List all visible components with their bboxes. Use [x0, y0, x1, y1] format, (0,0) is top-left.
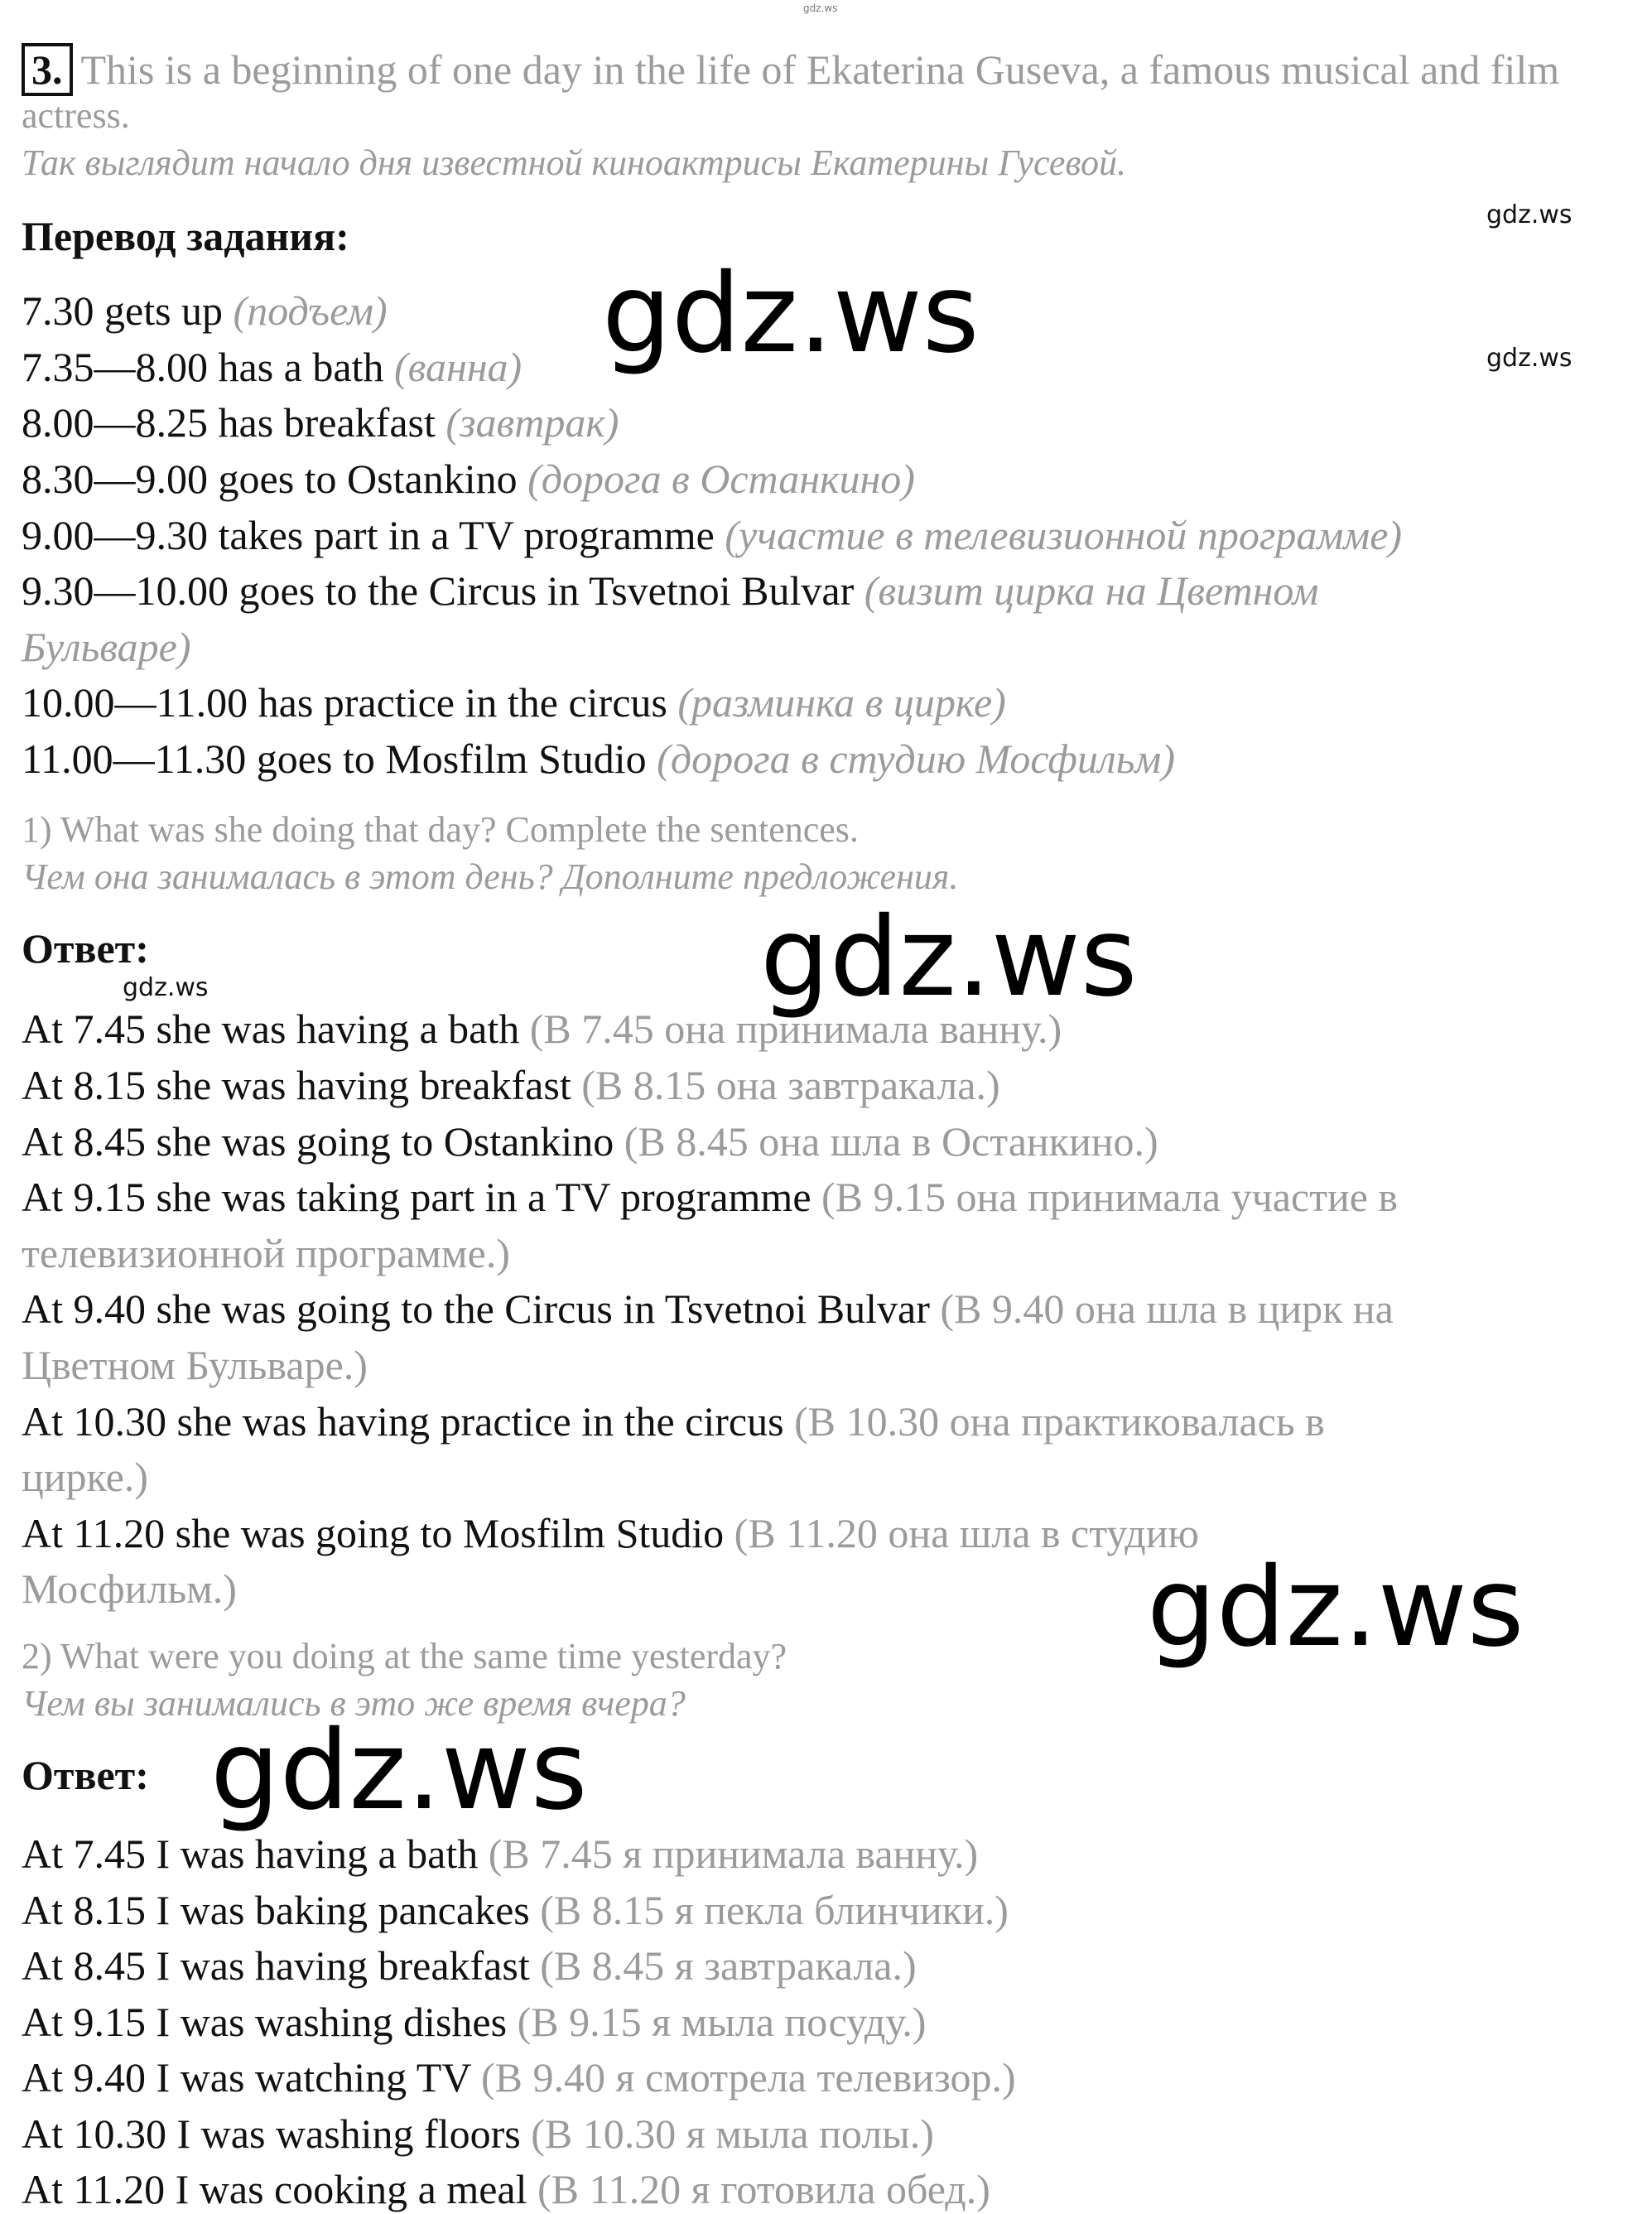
task2-answer: At 8.15 I was baking pancakes (В 8.15 я пекла блинчики.): [22, 1887, 1009, 1933]
schedule-item-cont: Бульваре): [22, 624, 191, 670]
task2-answer: At 9.40 I was watching TV (В 9.40 я смотрела телевизор.): [22, 2054, 1016, 2101]
task1-question-en: 1) What was she doing that day? Complete the sentences.: [22, 809, 859, 850]
task1-answer: At 11.20 she was going to Mosfilm Studio (В 11.20 она шла в студию: [22, 1510, 1199, 1556]
task1-answer: At 9.40 she was going to the Circus in Tsvetnoi Bulvar (В 9.40 она шла в цирк на: [22, 1285, 1394, 1332]
schedule-item: 8.00—8.25 has breakfast (завтрак): [22, 399, 619, 446]
task2-answer: At 8.45 I was having breakfast (В 8.45 я завтракала.): [22, 1942, 917, 1989]
watermark-small-1: gdz.ws: [1486, 200, 1573, 229]
task1-answer: At 10.30 she was having practice in the circus (В 10.30 она практиковалась в: [22, 1398, 1325, 1445]
exercise-intro-en-1: This is a beginning of one day in the life of Ekaterina Guseva, a famous musical and film: [80, 46, 1560, 93]
task2-answer: At 10.30 I was washing floors (В 10.30 я мыла полы.): [22, 2110, 934, 2157]
watermark-small-2: gdz.ws: [1486, 344, 1573, 373]
watermark-small-3: gdz.ws: [123, 973, 209, 1002]
task1-answer: At 9.15 she was taking part in a TV programme (В 9.15 она принимала участие в: [22, 1174, 1399, 1220]
task1-question-ru: Чем она занималась в этот день? Дополните предложения.: [22, 856, 959, 897]
task1-answer: At 7.45 she was having a bath (В 7.45 она принимала ванну.): [22, 1006, 1062, 1052]
watermark-big-3: gdz.ws: [1147, 1544, 1524, 1671]
schedule-item: 7.35—8.00 has a bath (ванна): [22, 344, 523, 390]
watermark-top-tiny: gdz.ws: [803, 2, 838, 14]
task1-answer-cont: цирке.): [22, 1454, 148, 1500]
schedule-item: 10.00—11.00 has practice in the circus (разминка в цирке): [22, 679, 1006, 726]
task1-answer-cont: Мосфильм.): [22, 1565, 237, 1612]
task2-answer-heading: Ответ:: [22, 1752, 149, 1798]
task1-answer: At 8.45 she was going to Ostankino (В 8.45 она шла в Останкино.): [22, 1118, 1158, 1165]
schedule-item: 9.30—10.00 goes to the Circus in Tsvetnoi Bulvar (визит цирка на Цветном: [22, 567, 1319, 614]
task2-answer: At 9.15 I was washing dishes (В 9.15 я мыла посуду.): [22, 1999, 927, 2045]
exercise-intro-en-2: actress.: [22, 95, 130, 136]
task2-question-ru: Чем вы занимались в это же время вчера?: [22, 1683, 686, 1724]
task2-question-en: 2) What were you doing at the same time yesterday?: [22, 1636, 787, 1676]
schedule-item: 9.00—9.30 takes part in a TV programme (участие в телевизионной программе): [22, 512, 1403, 558]
watermark-big-1: gdz.ws: [602, 250, 980, 378]
translation-heading: Перевод задания:: [22, 213, 349, 259]
schedule-item: 8.30—9.00 goes to Ostankino (дорога в Останкино): [22, 456, 915, 502]
task1-answer-cont: Цветном Бульваре.): [22, 1342, 368, 1388]
watermark-big-4: gdz.ws: [210, 1707, 588, 1835]
task1-answer: At 8.15 she was having breakfast (В 8.15 она завтракала.): [22, 1062, 1000, 1108]
task1-answer-cont: телевизионной программе.): [22, 1230, 510, 1276]
exercise-intro-line-1: [22, 43, 1559, 96]
exercise-intro-ru: Так выглядит начало дня известной киноактрисы Екатерины Гусевой.: [22, 142, 1126, 183]
watermark-big-2: gdz.ws: [760, 894, 1138, 1021]
task1-answer-heading: Ответ:: [22, 925, 149, 972]
schedule-item: 7.30 gets up (подъем): [22, 287, 388, 334]
task2-answer: At 7.45 I was having a bath (В 7.45 я принимала ванну.): [22, 1831, 979, 1877]
schedule-item: 11.00—11.30 goes to Mosfilm Studio (дорога в студию Мосфильм): [22, 736, 1175, 782]
task2-answer: At 11.20 I was cooking a meal (В 11.20 я готовила обед.): [22, 2166, 990, 2212]
exercise-number: 3.: [22, 43, 73, 96]
